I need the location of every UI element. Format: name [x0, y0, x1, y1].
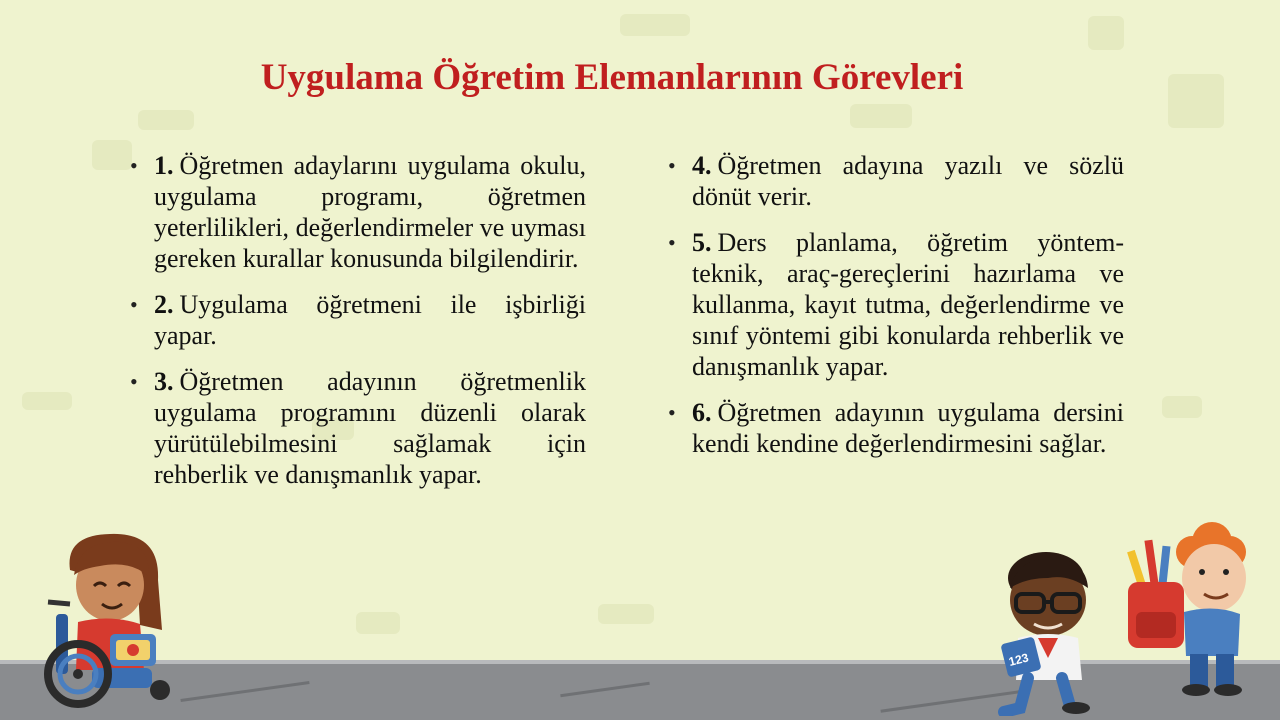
item-number: 4.	[692, 151, 712, 180]
girl-wheelchair-illustration	[40, 530, 190, 710]
background-smudge	[92, 140, 132, 170]
list-item	[130, 366, 586, 490]
item-number: 2.	[154, 290, 174, 319]
item-number: 3.	[154, 367, 174, 396]
background-smudge	[1088, 16, 1124, 50]
list-item	[668, 150, 1124, 212]
slide-title: Uygulama Öğretim Elemanlarının Görevleri	[260, 57, 964, 98]
item-number: 1.	[154, 151, 174, 180]
left-column	[130, 150, 586, 505]
redhead-boy-backpack-illustration	[1122, 516, 1262, 696]
boy-glasses-illustration	[998, 548, 1108, 716]
bullet-icon: •	[668, 153, 676, 178]
background-smudge	[598, 604, 654, 624]
background-smudge	[620, 14, 690, 36]
background-smudge	[138, 110, 194, 130]
list-item-text	[692, 150, 1124, 212]
bullet-icon: •	[668, 230, 676, 255]
list-item-text	[692, 397, 1124, 459]
item-body: Uygulama öğretmeni ile işbirliği yapar.	[154, 290, 586, 350]
list-item	[130, 150, 586, 274]
list-item-text	[154, 150, 586, 274]
item-body: Öğretmen adayının uygulama dersini kendi kendine değerlendirmesini sağlar.	[692, 398, 1124, 458]
background-smudge	[1162, 396, 1202, 418]
background-smudge	[850, 104, 912, 128]
book-label: 123	[1007, 650, 1030, 669]
background-smudge	[356, 612, 400, 634]
list-item-text	[154, 366, 586, 490]
list-item-text	[154, 289, 586, 351]
item-body: Öğretmen adayına yazılı ve sözlü dönüt verir.	[692, 151, 1124, 211]
background-smudge	[22, 392, 72, 410]
item-body: Öğretmen adayının öğretmenlik uygulama programını düzenli olarak yürütülebilmesini sağlamak için rehberlik ve danışmanlık yapar.	[154, 367, 586, 489]
item-number: 6.	[692, 398, 712, 427]
list-item-text	[692, 227, 1124, 382]
list-item	[668, 397, 1124, 459]
bullet-icon: •	[130, 292, 138, 317]
bullet-icon: •	[668, 400, 676, 425]
item-body: Ders planlama, öğretim yöntem-teknik, araç-gereçlerini hazırlama ve kullanma, kayıt tutma, değerlendirme ve sınıf yöntemi gibi konularda rehberlik ve danışmanlık yapar.	[692, 228, 1124, 381]
bullet-icon: •	[130, 369, 138, 394]
right-column	[668, 150, 1124, 474]
item-number: 5.	[692, 228, 712, 257]
list-item	[668, 227, 1124, 382]
item-body: Öğretmen adaylarını uygulama okulu, uygulama programı, öğretmen yeterlilikleri, değerlendirmeler ve uyması gereken kurallar konusunda bilgilendirir.	[154, 151, 586, 273]
bullet-icon: •	[130, 153, 138, 178]
list-item	[130, 289, 586, 351]
